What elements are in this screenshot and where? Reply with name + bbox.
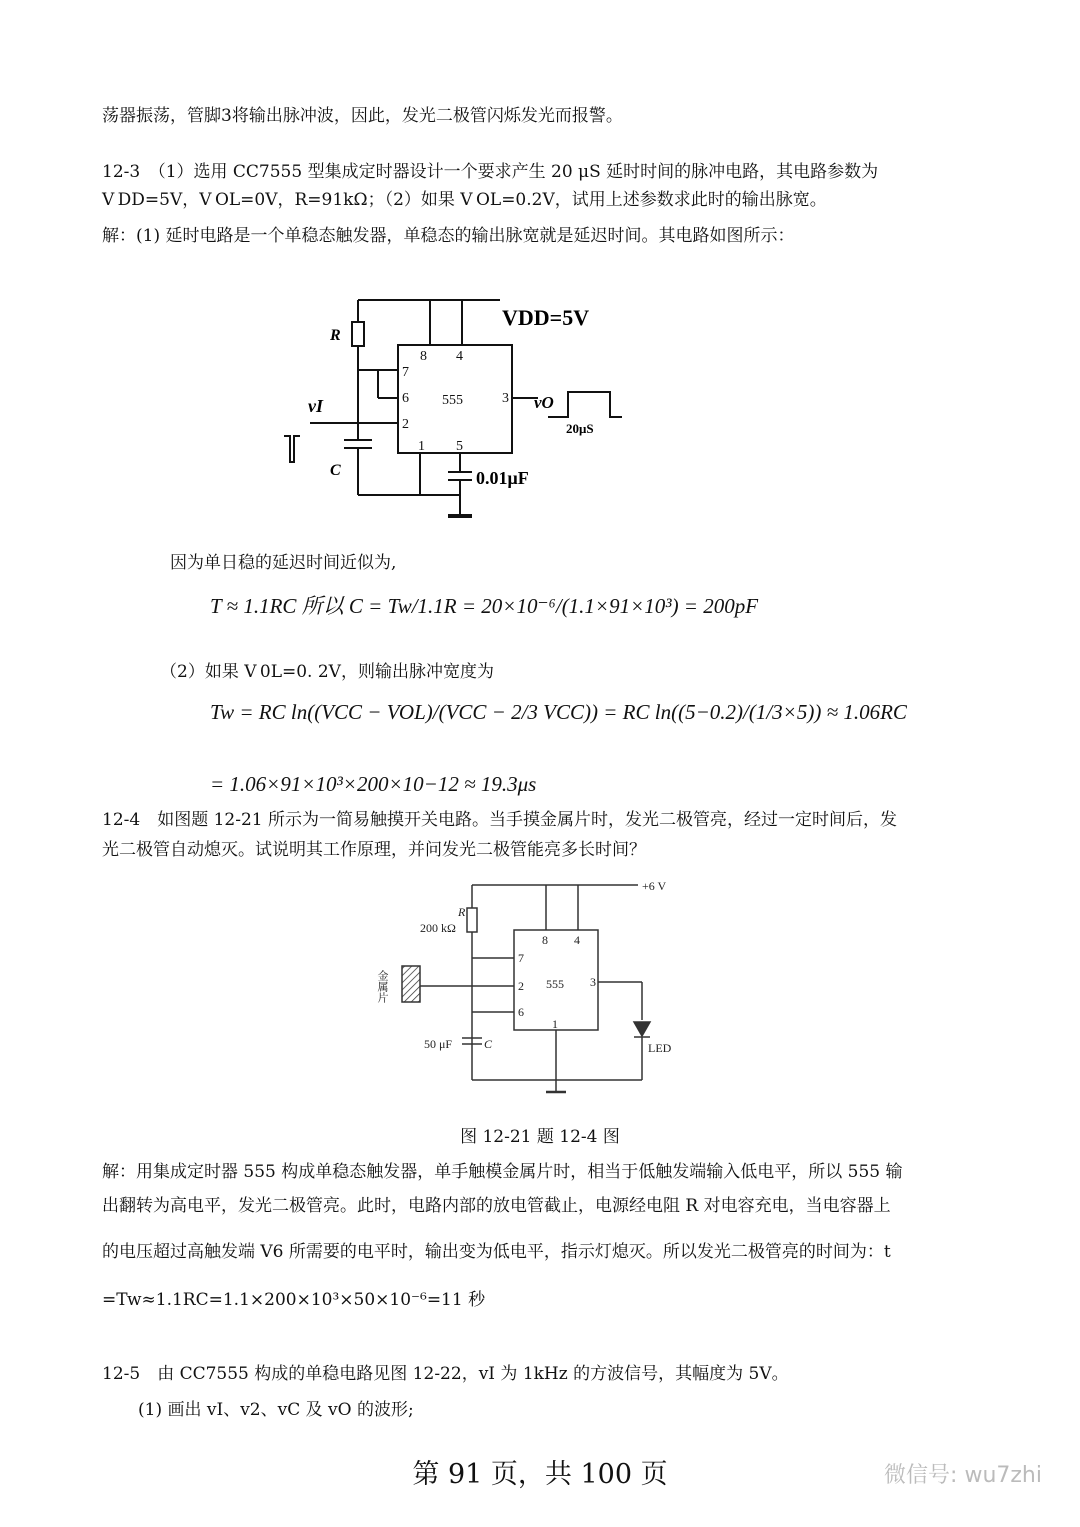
svg-text:5: 5 (456, 439, 463, 454)
solution-12-4-line4: =Tw≈1.1RC=1.1×200×10³×50×10⁻⁶=11 秒 (102, 1290, 486, 1310)
equation-1: T ≈ 1.1RC 所以 C = Tw/1.1R = 20×10⁻⁶/(1.1×91×10³) = 200pF (210, 594, 759, 618)
svg-text:vI: vI (308, 396, 323, 416)
svg-text:8: 8 (420, 349, 427, 364)
svg-text:20μS: 20μS (566, 421, 594, 436)
svg-text:7: 7 (402, 365, 409, 380)
svg-text:C: C (330, 462, 341, 479)
circuit-figure-1 (270, 290, 660, 530)
equation-2: Tw = RC ln((VCC − VOL)/(VCC − 2/3 VCC)) = RC ln((5−0.2)/(1/3×5)) ≈ 1.06RC (210, 700, 907, 724)
svg-text:VDD=5V: VDD=5V (502, 305, 590, 330)
question-12-4-line1: 12-4 如图题 12-21 所示为一简易触摸开关电路。当手摸金属片时，发光二极管亮，经过一定时间后，发 (102, 810, 898, 830)
page-footer: 第 91 页，共 100 页 (412, 1459, 668, 1490)
question-12-3-line2: V DD=5V，V OL=0V，R=91kΩ；（2）如果 V OL=0.2V，试用上述参数求此时的输出脉宽。 (102, 190, 827, 210)
question-12-5-part1: (1) 画出 vI、v2、vC 及 vO 的波形; (138, 1400, 414, 1420)
delay-intro: 因为单日稳的延迟时间近似为, (170, 553, 397, 573)
svg-text:2: 2 (402, 417, 409, 432)
svg-text:1: 1 (552, 1017, 558, 1031)
svg-text:6: 6 (518, 1005, 524, 1019)
svg-text:8: 8 (542, 933, 548, 947)
svg-text:200 kΩ: 200 kΩ (420, 921, 456, 935)
circuit-figure-2 (376, 870, 700, 1110)
svg-text:7: 7 (518, 951, 524, 965)
svg-text:2: 2 (518, 979, 524, 993)
solution-12-4-line3: 的电压超过高触发端 V6 所需要的电平时，输出变为低电平，指示灯熄灭。所以发光二极管亮的时间为：t (102, 1242, 891, 1262)
solution-12-4-line2: 出翻转为高电平，发光二极管亮。此时，电路内部的放电管截止，电源经电阻 R 对电容充电，当电容器上 (102, 1196, 891, 1216)
question-12-3-line1: 12-3 （1）选用 CC7555 型集成定时器设计一个要求产生 20 μS 延时时间的脉冲电路，其电路参数为 (102, 162, 879, 182)
question-12-5: 12-5 由 CC7555 构成的单稳电路见图 12-22，vI 为 1kHz 的方波信号，其幅度为 5V。 (102, 1364, 789, 1384)
figure-caption: 图 12-21 题 12-4 图 (460, 1127, 620, 1147)
svg-text:4: 4 (574, 933, 580, 947)
solution-12-3: 解：(1) 延时电路是一个单稳态触发器，单稳态的输出脉宽就是延迟时间。其电路如图所示： (102, 226, 795, 246)
svg-text:0.01μF: 0.01μF (476, 468, 529, 488)
svg-text:50 μF: 50 μF (424, 1037, 453, 1051)
svg-text:C: C (484, 1037, 493, 1051)
svg-text:R: R (330, 327, 341, 344)
watermark: 微信号: wu7zhi (884, 1463, 1042, 1488)
text-line: 荡器振荡，管脚3将输出脉冲波，因此，发光二极管闪烁发光而报警。 (102, 106, 623, 126)
svg-text:3: 3 (502, 391, 509, 406)
svg-text:3: 3 (590, 975, 596, 989)
svg-text:555: 555 (442, 393, 463, 408)
svg-text:LED: LED (648, 1041, 672, 1055)
part-2-intro: （2）如果 V 0L=0. 2V，则输出脉冲宽度为 (160, 662, 494, 682)
solution-12-4-line1: 解：用集成定时器 555 构成单稳态触发器，单手触模金属片时，相当于低触发端输入低电平，所以 555 输 (102, 1162, 903, 1182)
svg-text:vO: vO (534, 393, 554, 412)
svg-text:555: 555 (546, 977, 564, 991)
svg-text:R: R (458, 905, 466, 919)
svg-text:1: 1 (418, 439, 425, 454)
svg-text:金属片: 金属片 (376, 970, 388, 1003)
svg-text:4: 4 (456, 349, 463, 364)
svg-text:6: 6 (402, 391, 409, 406)
svg-text:+6 V: +6 V (642, 879, 667, 893)
equation-3: = 1.06×91×10³×200×10−12 ≈ 19.3μs (210, 772, 537, 796)
question-12-4-line2: 光二极管自动熄灭。试说明其工作原理，并问发光二极管能亮多长时间？ (102, 840, 646, 860)
